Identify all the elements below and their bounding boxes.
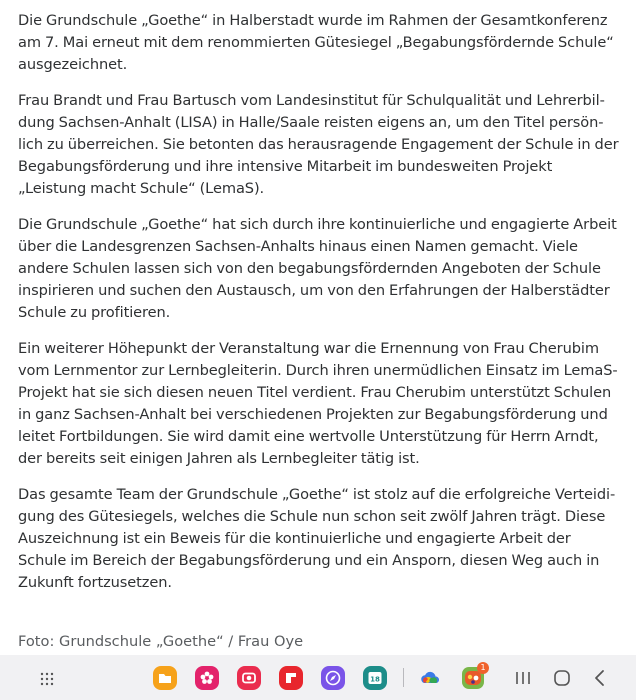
folder-app-icon[interactable] — [153, 666, 177, 690]
article-paragraph: Die Grundschule „Goethe“ in Halberstadt wurde im Rahmen der Gesamtkonferenz am 7. Mai erneut mit dem renommierten Gütesiegel „Begabungsfördernde Schule“ ausgezeichnet. — [18, 12, 614, 73]
article-paragraph: Ein weiterer Höhepunkt der Veranstaltung war die Ernennung von Frau Cherubim vom Lernmentor zur Lernbegleiterin. Durch ihren unermüdlichen Einsatz im LemaS-Projekt hat sie sich diesen neuen Titel verdient. Frau Cherubim unterstützt Schulen in ganz Sachsen-Anhalt bei verschiedenen Projekten zur Begabungsförderung und leitet Fortbildungen. Sie wird damit eine wertvolle Unterstützung für Herrn Arndt, der bereits seit einigen Jahren als Lernbegleiter tätig ist. — [18, 340, 618, 467]
calendar-day-label: 18 — [370, 675, 380, 684]
taskbar-divider — [403, 668, 404, 687]
article-paragraph: Frau Brandt und Frau Bartusch vom Landesinstitut für Schulqualität und Lehrerbildung Sachsen-Anhalt (LISA) in Halle/Saale reisten eigens an, um den Titel persönlich zu überreichen. Sie betonten das herausragende Engagement der Schule in der Begabungsförderung und ihre intensive Mitarbeit im bundesweiten Projekt „Leistung macht Schule“ (LemaS). — [18, 92, 619, 197]
article-body — [18, 10, 622, 608]
compass-app-icon[interactable] — [321, 666, 345, 690]
cloud-app-icon[interactable] — [419, 666, 443, 690]
flower-app-icon[interactable] — [195, 666, 219, 690]
article-paragraph: Die Grundschule „Goethe“ hat sich durch ihre kontinuierliche und engagierte Arbeit über die Landesgrenzen Sachsen-Anhalts hinaus einen Namen gemacht. Viele andere Schulen lassen sich von den begabungsfördernden Angeboten der Schule inspirieren und suchen den Austausch, um von den Erfahrungen der Halberstädter Schule zu profitieren. — [18, 216, 617, 321]
flipboard-app-icon[interactable] — [279, 666, 303, 690]
app-drawer-icon[interactable] — [40, 671, 54, 685]
notification-badge: 1 — [477, 662, 489, 674]
photo-caption: Foto: Grundschule „Goethe“ / Frau Oye — [18, 633, 304, 650]
recent-apps-icon[interactable] — [513, 668, 533, 688]
calendar-app-icon[interactable] — [363, 666, 387, 690]
taskbar — [0, 655, 636, 700]
article-paragraph: Das gesamte Team der Grundschule „Goethe“ ist stolz auf die erfolgreiche Verteidigung des Gütesiegels, welches die Schule nun schon seit zwölf Jahren trägt. Diese Auszeichnung ist ein Beweis für die kontinuierliche und engagierte Arbeit der Schule im Bereich der Begabungsförderung und ein Ansporn, diesen Weg auch in Zukunft fortzusetzen. — [18, 486, 616, 591]
home-icon[interactable] — [552, 668, 572, 688]
back-icon[interactable] — [590, 668, 610, 688]
camera-app-icon[interactable] — [237, 666, 261, 690]
